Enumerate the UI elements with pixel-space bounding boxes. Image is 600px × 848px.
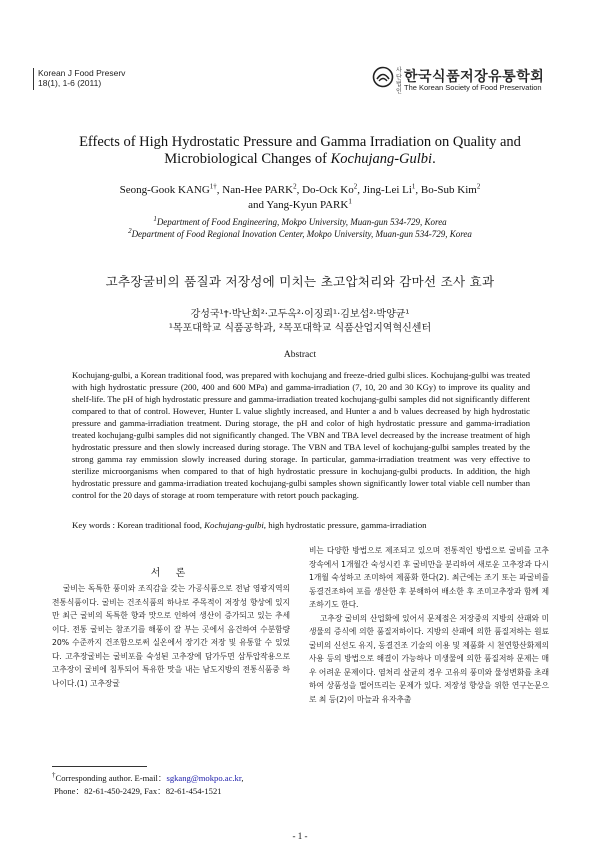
society-name-english: The Korean Society of Food Preservation — [404, 83, 542, 92]
page-number: - 1 - — [292, 831, 308, 841]
corresponding-author-footnote — [52, 772, 244, 797]
footnote-line-2: Phone：82-61-450-2429, Fax：82-61-454-1521 — [54, 785, 222, 796]
footnote-rule — [52, 766, 147, 767]
title-line-2-text: Microbiological Changes of — [164, 151, 331, 167]
author-line-1 — [30, 183, 570, 198]
author-1: Seong-Gook KANG — [119, 184, 210, 196]
affiliation-1 — [30, 217, 570, 229]
keywords — [72, 520, 542, 530]
right-column — [309, 544, 549, 706]
author-3: , Do-Ock Ko — [296, 184, 354, 196]
author-6-mark: 1 — [348, 197, 352, 206]
author-2: , Nan-Hee PARK — [216, 184, 294, 196]
right-paragraph-2: 고추장 굴비의 산업화에 있어서 문제점은 저장중의 지방의 산패와 미생물의 증식에 의한 품질저하이다. 지방의 산패에 의한 품질저하는 원료 굴비의 신선도 유지, 동결건조 기술의 이용 및 제품화 시 천연항산화제의 사용 등의 방법으로 해결이 가능하나 미생물에 의한 품질저하 문제는 매우 어려운 문제이다. 염처리 살균의 경우 고유의 풍미와 물성변화를 초래하여 상품성을 떨어뜨리는 문제가 있다. 저장성 향상을 위한 연구논문으로 최 등(2)이 마늘과 유자추출 — [309, 613, 549, 704]
paper-title — [30, 134, 570, 168]
keywords-label: Key words : — [72, 520, 118, 530]
title-line-2 — [30, 151, 570, 168]
author-5: , Bo-Sub Kim — [415, 184, 477, 196]
affiliation-2-text: Department of Food Regional Inovation Center, Mokpo University, Muan-gun 534-729, Korea — [131, 228, 472, 239]
affiliation-1-mark: 1 — [153, 215, 157, 223]
right-paragraph-1: 비는 다양한 방법으로 제조되고 있으며 전통적인 방법으로 굴비를 고추장속에서 1개월간 숙성시킨 후 굴비만을 분리하여 새로운 고추장과 다시 1개월 숙성하고 조미하여 제품화 한다(2). 최근에는 조기 또는 파굴비를 동결건조하여 포를 생산한 후 분해하여 배소한 후 조미고추장과 함께 제조하기도 한다. — [309, 546, 549, 609]
footnote-label: Corresponding author. E-mail： — [55, 773, 167, 783]
affiliation-2 — [30, 226, 570, 241]
title-period: . — [432, 151, 436, 167]
affiliation-1-text: Department of Food Engineering, Mokpo University, Muan-gun 534-729, Korea — [156, 217, 447, 227]
author-6: and Yang-Kyun PARK — [248, 199, 349, 211]
email-link[interactable]: sgkang@mokpo.ac.kr — [166, 773, 242, 783]
journal-citation — [38, 68, 125, 88]
author-list — [30, 183, 570, 213]
author-4-mark: 1 — [411, 182, 416, 191]
keywords-text-1: Korean traditional food, — [117, 520, 205, 530]
title-line-1: Effects of High Hydrostatic Pressure and Gamma Irradiation on Quality and — [79, 134, 521, 150]
footnote-mark: † — [52, 771, 56, 780]
author-3-mark: 2 — [353, 182, 358, 191]
author-5-mark: 2 — [476, 182, 481, 191]
left-column — [52, 582, 290, 690]
abstract-heading: Abstract — [283, 350, 317, 360]
author-4: , Jing-Lei Li — [357, 184, 412, 196]
author-line-2 — [30, 198, 570, 213]
affiliation-2-mark: 2 — [128, 226, 132, 235]
society-logo — [372, 66, 567, 94]
title-italic-product: Kochujang-Gulbi — [330, 151, 433, 167]
abstract-body: Kochujang-gulbi, a Korean traditional food, was prepared with kochujang and freeze-dried gulbi slices. Kochujang-gulbi was treated with high hydrostatic pressure (200, 400 and 600 MPa) and gamma-irradiation (7, 10, 20 and 30 KGy) to improve its quality and shelf-life. The pH of high hydrostatic pressure and gamma-irradiation treated kochujang-gulbi samples did not significantly different compared to that of control. However, Hunter L value slightly increased, and Hunter a and b values decreased by high hydrostatic pressure and gamma-irradiation treatment. During storage, the pH and color of high hydrostatic pressure and gamma-irradiation treated kochujang-gulbi samples did not significantly changed. The VBN and TBA level decreased by the increase treatment of high hydrostatic pressure and then slowly increased during storage. The VBN and TBA level of kochujang-gulbi samples treated by the strong gamma ray emmission slowly increased during storage. In particular, gamma-irradiation treatment was very effective to sterilize microorganisms when compared to that of high hydrostatic pressure in kochujang-gulbi products. In addition, the high hydrostatic pressure and gamma-irradiation treated kochujang-gulbi samples shown significantly lower total viable cell number than control for the 20 days of storage at room temperature with retort pouch packaging. — [72, 370, 530, 501]
korean-title: 고추장굴비의 품질과 저장성에 미치는 초고압처리와 감마선 조사 효과 — [105, 274, 495, 289]
keywords-italic: Kochujang-gulbi — [204, 520, 264, 530]
affiliations — [30, 217, 570, 240]
footnote-comma: , — [241, 773, 244, 783]
korean-affiliations: ¹목포대학교 식품공학과, ²목포대학교 식품산업지역혁신센터 — [168, 323, 432, 334]
logo-small-text: 사단법인 — [396, 67, 402, 95]
keywords-text-2: , high hydrostatic pressure, gamma-irradiation — [263, 520, 427, 530]
author-1-mark: 1† — [209, 182, 217, 191]
journal-info-divider — [33, 68, 34, 90]
society-name-korean: 한국식품저장유통학회 — [404, 69, 545, 85]
journal-volume: 18(1), 1-6 (2011) — [38, 78, 102, 88]
footnote-line-1 — [52, 772, 244, 785]
society-emblem-icon — [372, 66, 394, 88]
journal-name: Korean J Food Preserv — [38, 68, 126, 78]
author-2-mark: 2 — [293, 182, 297, 191]
introduction-heading: 서 론 — [150, 568, 192, 579]
left-paragraph: 굴비는 독특한 풍미와 조직감을 갖는 가공식품으로 전남 영광지역의 전통식품이다. 굴비는 건조식품의 하나로 주목적이 저장성 향상에 있지만 최근 굴비의 독특한 향과 맛으로 인하여 생산이 증가되고 있는 추세이다. 전통 굴비는 참조기를 해풍이 잘 부는 곳에서 음건하여 수분함량 20% 수준까지 건조함으로써 실온에서 장기간 저장 및 유통할 수 있었다. 고추장굴비는 굴비포를 숙성된 고추장에 담가두면 삼투압작용으로 고추장이 굴비에 침투되어 특유한 맛을 내는 남도지방의 전통식품중 하나이다.(1) 고추장굴 — [52, 584, 290, 688]
korean-author-names: 강성국¹†·박난희²·고두옥²·이징뢰¹·김보섭²·박양균¹ — [190, 309, 410, 320]
korean-authors — [30, 308, 570, 336]
